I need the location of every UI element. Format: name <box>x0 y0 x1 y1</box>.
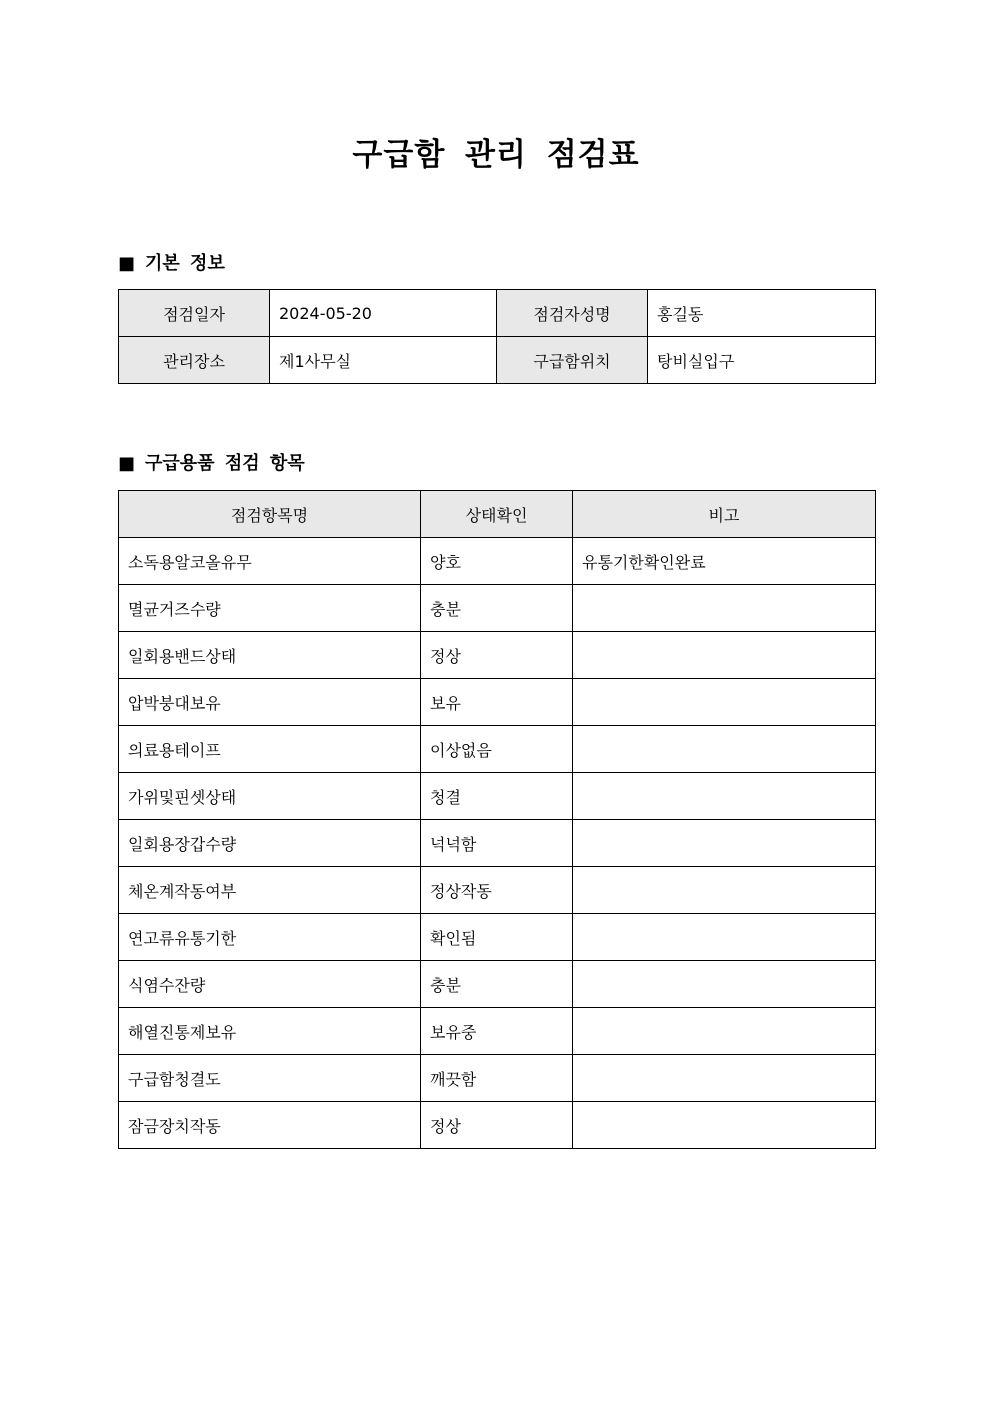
status-cell: 충분 <box>421 961 573 1008</box>
item-name-cell: 식염수잔량 <box>119 961 421 1008</box>
note-cell <box>573 1008 876 1055</box>
table-row <box>119 961 876 1008</box>
column-header-item-name: 점검항목명 <box>119 491 421 538</box>
inspection-items-table <box>118 490 876 1149</box>
status-cell: 청결 <box>421 773 573 820</box>
status-cell: 정상 <box>421 1102 573 1149</box>
kit-location-label: 구급함위치 <box>497 337 648 384</box>
status-cell: 충분 <box>421 585 573 632</box>
note-cell <box>573 867 876 914</box>
status-cell: 보유 <box>421 679 573 726</box>
status-cell: 양호 <box>421 538 573 585</box>
table-row <box>119 585 876 632</box>
note-cell <box>573 961 876 1008</box>
table-row <box>119 1055 876 1102</box>
status-cell: 확인됨 <box>421 914 573 961</box>
table-row <box>119 726 876 773</box>
section-heading-label: 기본 정보 <box>145 253 225 274</box>
status-cell: 보유중 <box>421 1008 573 1055</box>
item-name-cell: 구급함청결도 <box>119 1055 421 1102</box>
note-cell <box>573 1102 876 1149</box>
note-cell <box>573 1055 876 1102</box>
basic-info-row <box>119 337 876 384</box>
item-name-cell: 압박붕대보유 <box>119 679 421 726</box>
table-row <box>119 1008 876 1055</box>
section-heading-label: 구급용품 점검 항목 <box>145 453 305 474</box>
section-heading-basic-info <box>118 251 225 277</box>
note-cell <box>573 679 876 726</box>
inspection-date-label: 점검일자 <box>119 290 270 337</box>
item-name-cell: 가위및핀셋상태 <box>119 773 421 820</box>
section-heading-inspection-items <box>118 451 305 477</box>
column-header-status: 상태확인 <box>421 491 573 538</box>
item-name-cell: 일회용밴드상태 <box>119 632 421 679</box>
item-name-cell: 연고류유통기한 <box>119 914 421 961</box>
item-name-cell: 체온계작동여부 <box>119 867 421 914</box>
managed-place-label: 관리장소 <box>119 337 270 384</box>
kit-location-value: 탕비실입구 <box>648 337 876 384</box>
square-bullet-icon: ■ <box>118 253 136 274</box>
page-title: 구급함 관리 점검표 <box>352 137 640 173</box>
note-cell <box>573 632 876 679</box>
table-row <box>119 773 876 820</box>
managed-place-value: 제1사무실 <box>270 337 497 384</box>
inspection-date-value: 2024-05-20 <box>270 290 497 337</box>
table-row <box>119 820 876 867</box>
status-cell: 넉넉함 <box>421 820 573 867</box>
item-name-cell: 일회용장갑수량 <box>119 820 421 867</box>
item-name-cell: 소독용알코올유무 <box>119 538 421 585</box>
note-cell <box>573 773 876 820</box>
basic-info-table <box>118 289 876 384</box>
note-cell <box>573 914 876 961</box>
column-header-note: 비고 <box>573 491 876 538</box>
item-name-cell: 해열진통제보유 <box>119 1008 421 1055</box>
status-cell: 깨끗함 <box>421 1055 573 1102</box>
inspector-name-label: 점검자성명 <box>497 290 648 337</box>
table-header-row <box>119 491 876 538</box>
note-cell <box>573 585 876 632</box>
inspector-name-value: 홍길동 <box>648 290 876 337</box>
note-cell <box>573 820 876 867</box>
table-row <box>119 914 876 961</box>
status-cell: 정상작동 <box>421 867 573 914</box>
note-cell: 유통기한확인완료 <box>573 538 876 585</box>
table-row <box>119 679 876 726</box>
table-row <box>119 632 876 679</box>
table-row <box>119 867 876 914</box>
item-name-cell: 멸균거즈수량 <box>119 585 421 632</box>
item-name-cell: 의료용테이프 <box>119 726 421 773</box>
table-row <box>119 538 876 585</box>
item-name-cell: 잠금장치작동 <box>119 1102 421 1149</box>
status-cell: 정상 <box>421 632 573 679</box>
basic-info-row <box>119 290 876 337</box>
note-cell <box>573 726 876 773</box>
table-row <box>119 1102 876 1149</box>
square-bullet-icon: ■ <box>118 453 136 474</box>
status-cell: 이상없음 <box>421 726 573 773</box>
